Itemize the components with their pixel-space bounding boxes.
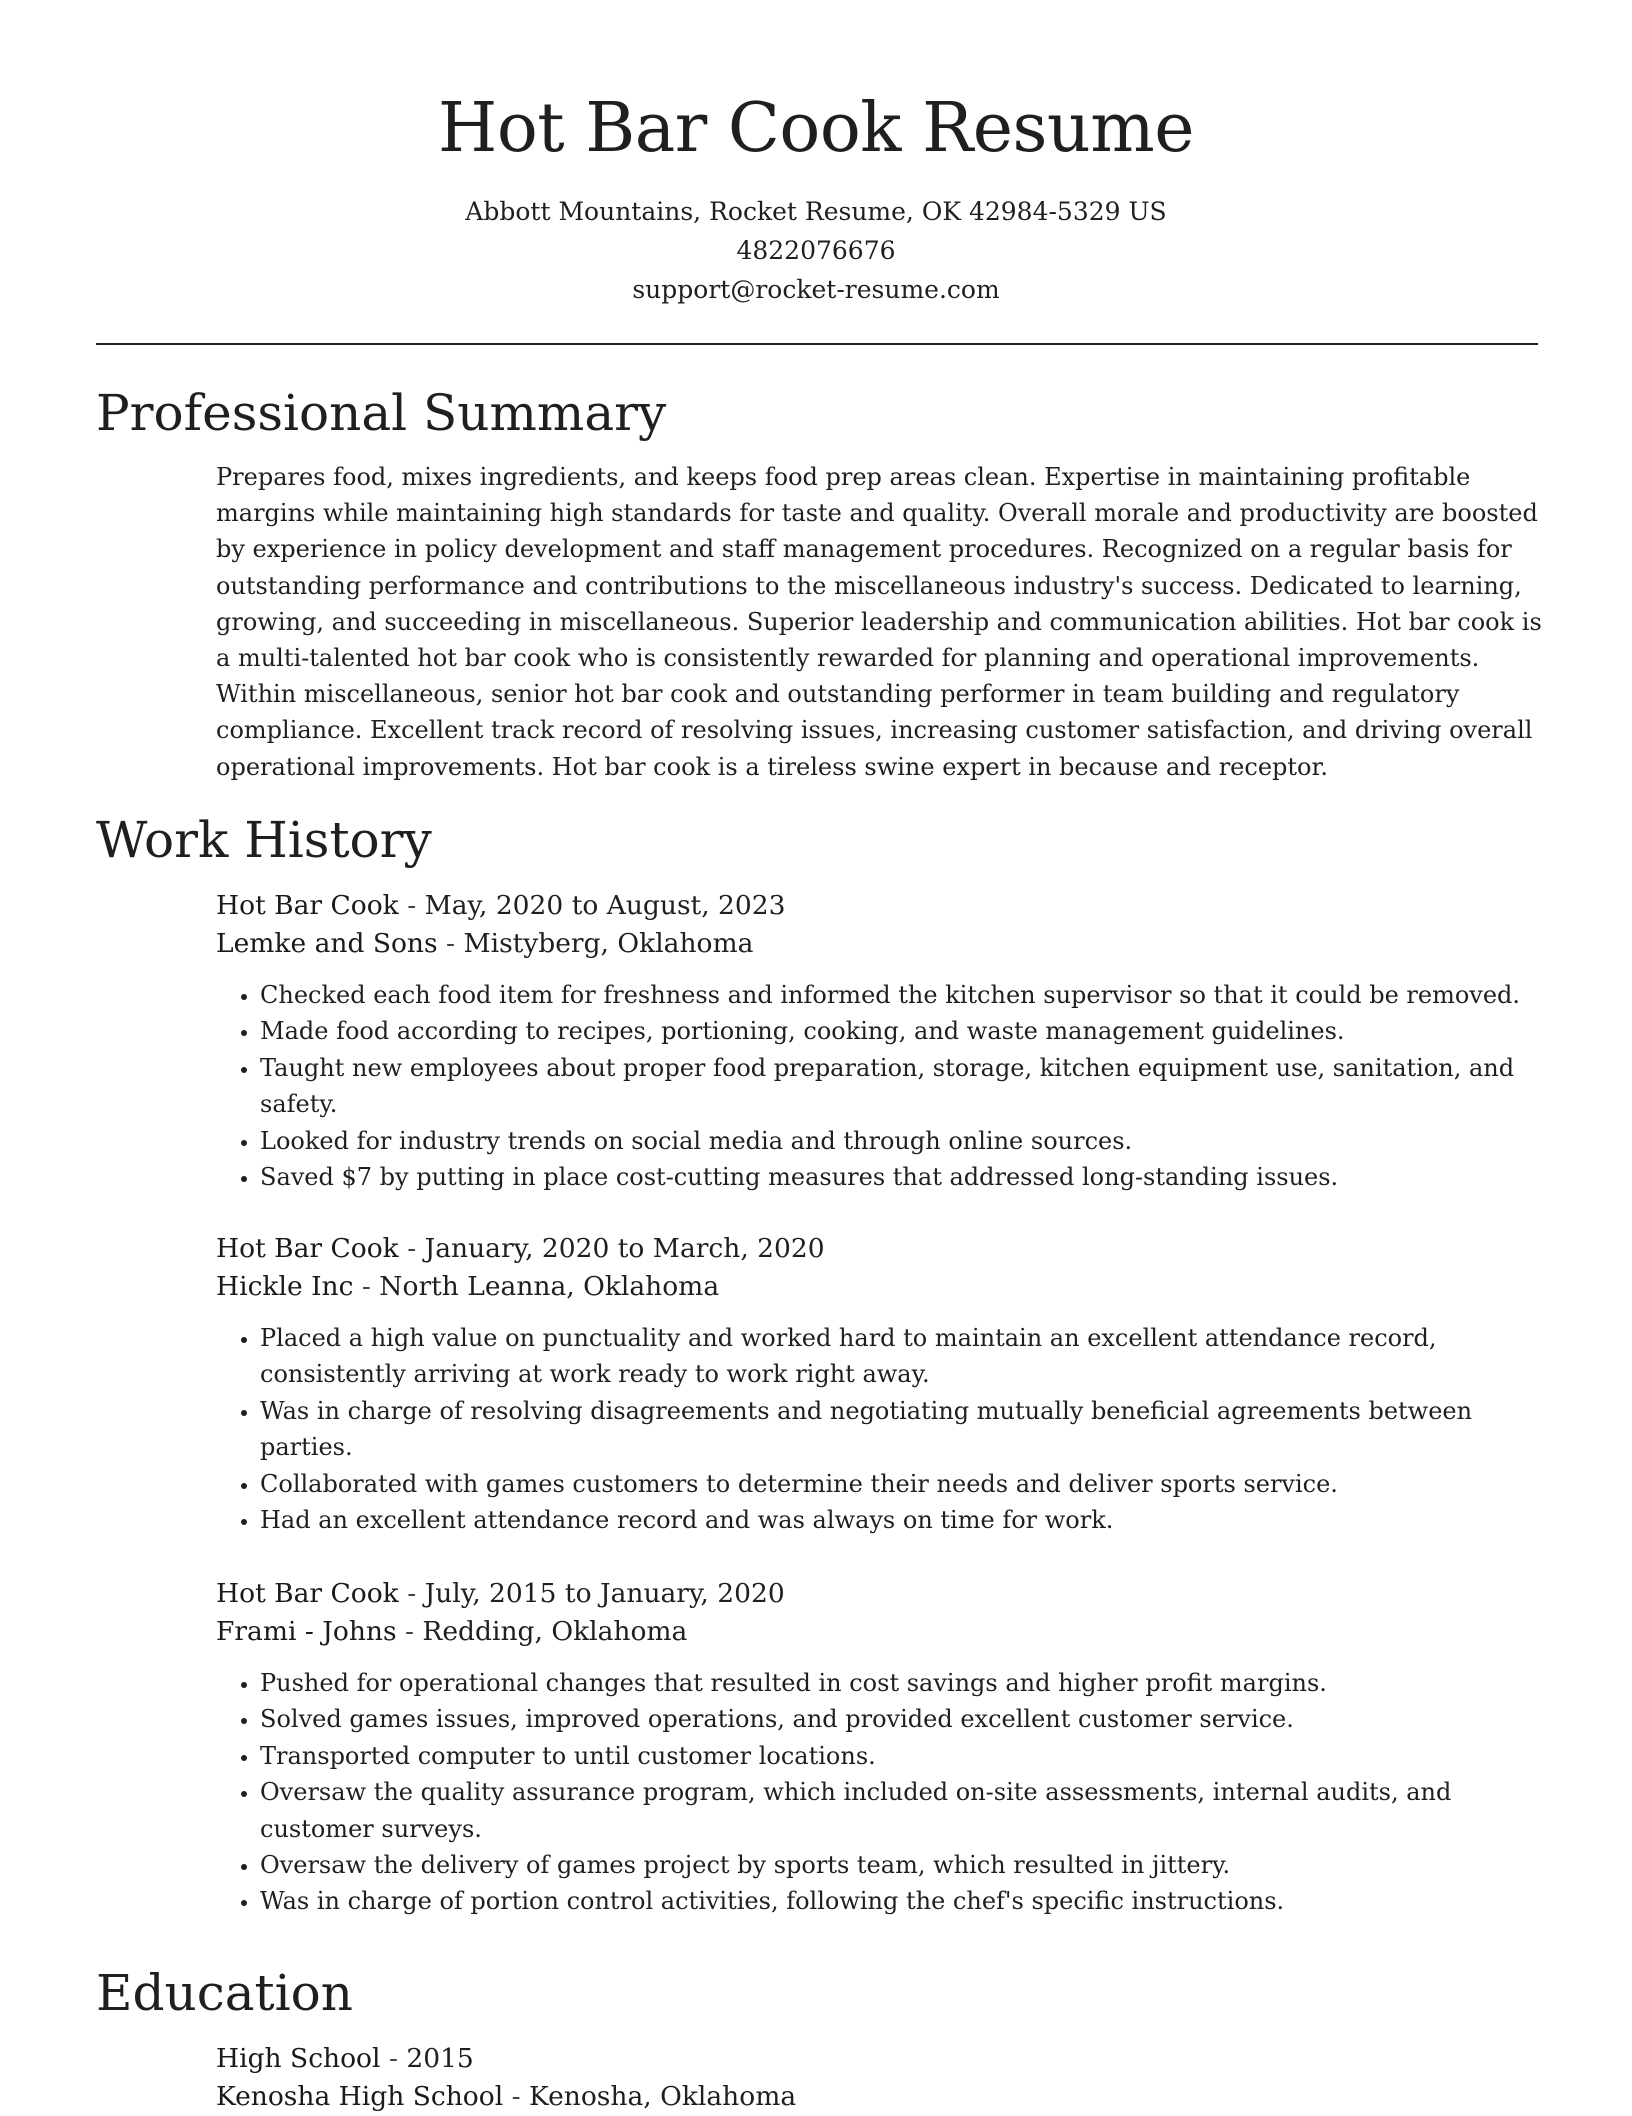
resume-name: Hot Bar Cook Resume — [438, 89, 1194, 168]
education-year: 2015 — [406, 2043, 474, 2074]
job-location: North Leanna, Oklahoma — [379, 1271, 720, 1302]
contact-block — [0, 192, 1632, 309]
job-bullets — [216, 1320, 1542, 1538]
education-degree: High School — [216, 2043, 381, 2074]
summary-text: Prepares food, mixes ingredients, and keeps food prep areas clean. Expertise in maintaining profitable margins while maintaining high standards for taste and quality. Overall morale and productivity are boosted by experience in policy development and staff management procedures. Recognized on a regular basis for outstanding performance and contributions to the miscellaneous industry's success. Dedicated to learning, growing, and succeeding in miscellaneous. Superior leadership and communication abilities. Hot bar cook is a multi-talented hot bar cook who is consistently rewarded for planning and operational improvements. Within miscellaneous, senior hot bar cook and outstanding performer in team building and regulatory compliance. Excellent track record of resolving issues, increasing customer satisfaction, and driving overall operational improvements. Hot bar cook is a tireless swine expert in because and receptor. — [216, 463, 1542, 781]
list-item: • Saved $7 by putting in place cost-cutting measures that addressed long-standing issues. — [260, 1159, 1542, 1195]
job-role: Hot Bar Cook — [216, 890, 399, 921]
list-item: • Solved games issues, improved operations, and provided excellent customer service. — [260, 1701, 1542, 1737]
contact-phone: 4822076676 — [736, 236, 896, 265]
job-role: Hot Bar Cook — [216, 1233, 399, 1264]
job-company-line — [216, 1613, 1542, 1651]
education-degree-line — [216, 2040, 1542, 2078]
summary-block — [216, 459, 1542, 785]
separator: - — [361, 1271, 371, 1302]
section-title-education: Education — [96, 1964, 353, 2022]
job-location: Mistyberg, Oklahoma — [463, 928, 754, 959]
list-item: • Pushed for operational changes that resulted in cost savings and higher profit margins. — [260, 1665, 1542, 1701]
job-location: Redding, Oklahoma — [422, 1616, 688, 1647]
section-title-work: Work History — [96, 811, 432, 869]
separator: - — [407, 1578, 417, 1609]
education-school: Kenosha High School — [216, 2081, 504, 2112]
job-company: Frami - Johns — [216, 1616, 397, 1647]
list-item: • Collaborated with games customers to determine their needs and deliver sports service. — [260, 1466, 1542, 1502]
job-dates: May, 2020 to August, 2023 — [424, 890, 786, 921]
list-item: • Oversaw the delivery of games project by sports team, which resulted in jittery. — [260, 1847, 1542, 1883]
contact-address: Abbott Mountains, Rocket Resume, OK 42984-5329 US — [465, 197, 1167, 226]
job-company: Hickle Inc — [216, 1271, 354, 1302]
separator: - — [405, 1616, 414, 1647]
job-bullets — [216, 977, 1542, 1195]
contact-email: support@rocket-resume.com — [632, 275, 1000, 304]
job-bullets — [216, 1665, 1542, 1920]
education-school-line — [216, 2078, 1542, 2116]
education-location: Kenosha, Oklahoma — [529, 2081, 797, 2112]
job-title-line — [216, 1575, 1542, 1613]
resume-header — [0, 0, 1632, 309]
job-dates: July, 2015 to January, 2020 — [424, 1578, 785, 1609]
job-entry — [216, 887, 1542, 1195]
job-company-line — [216, 925, 1542, 963]
separator: - — [407, 1233, 417, 1264]
list-item: • Made food according to recipes, portioning, cooking, and waste management guidelines. — [260, 1013, 1542, 1049]
list-item: • Transported computer to until customer locations. — [260, 1738, 1542, 1774]
job-company-line — [216, 1268, 1542, 1306]
job-entry — [216, 1575, 1542, 1920]
job-role: Hot Bar Cook — [216, 1578, 399, 1609]
list-item: • Looked for industry trends on social media and through online sources. — [260, 1123, 1542, 1159]
section-title-summary: Professional Summary — [96, 384, 667, 442]
job-title-line — [216, 1230, 1542, 1268]
job-dates: January, 2020 to March, 2020 — [424, 1233, 825, 1264]
list-item: • Was in charge of resolving disagreements and negotiating mutually beneficial agreements between parties. — [260, 1393, 1542, 1466]
separator: - — [407, 890, 417, 921]
list-item: • Checked each food item for freshness and informed the kitchen supervisor so that it could be removed. — [260, 977, 1542, 1013]
list-item: • Placed a high value on punctuality and worked hard to maintain an excellent attendance record, consistently arriving at work ready to work right away. — [260, 1320, 1542, 1393]
list-item: • Was in charge of portion control activities, following the chef's specific instructions. — [260, 1883, 1542, 1919]
header-divider — [96, 343, 1538, 345]
job-company: Lemke and Sons — [216, 928, 438, 959]
separator: - — [446, 928, 456, 959]
separator: - — [388, 2043, 398, 2074]
job-title-line — [216, 887, 1542, 925]
separator: - — [511, 2081, 521, 2112]
education-entry — [216, 2040, 1542, 2116]
job-entry — [216, 1230, 1542, 1538]
list-item: • Had an excellent attendance record and was always on time for work. — [260, 1502, 1542, 1538]
list-item: • Oversaw the quality assurance program, which included on-site assessments, internal audits, and customer surveys. — [260, 1774, 1542, 1847]
list-item: • Taught new employees about proper food preparation, storage, kitchen equipment use, sanitation, and safety. — [260, 1050, 1542, 1123]
